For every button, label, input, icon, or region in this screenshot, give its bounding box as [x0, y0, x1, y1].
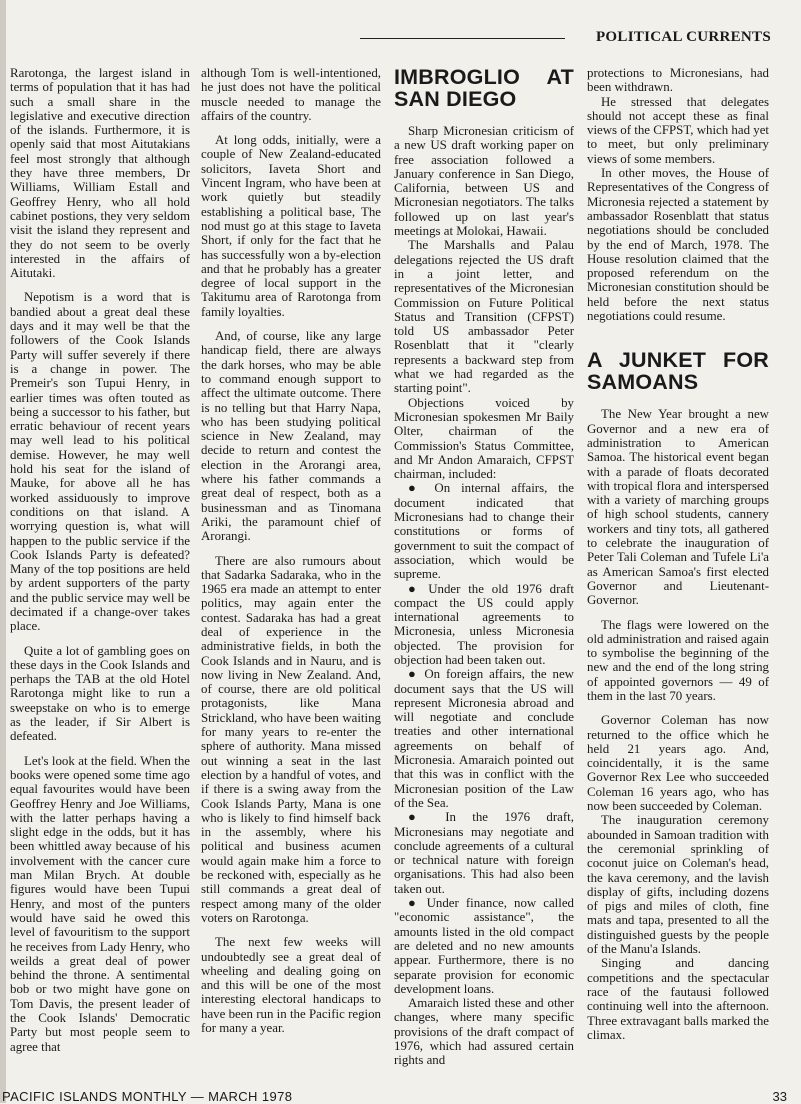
- header-rule: [360, 38, 565, 39]
- paragraph: protections to Micronesians, had been withdrawn.: [587, 66, 769, 95]
- paragraph: The flags were lowered on the old administration and raised again to symbolise the beginning of the new and the end of the long string of appointed governors — 49 of them in the last 70 years.: [587, 617, 769, 703]
- paragraph: There are also rumours about that Sadarka Sadaraka, who in the 1965 era made an attempt to enter politics, may again enter the contest. Sadaraka has had a great deal of experience in the administrative fields, in both the Cook Islands and in Nauru, and is now living in New Zealand. And, of course, there are old political protagonists, like Mana Strickland, who have been waiting for many years to re-enter the sphere of authority. Mana missed out winning a seat in the last election by a handful of votes, and if there is a swing away from the Cook Islands Party, Mana is one who is likely to find himself back in the assembly, where his political and business acumen would again make him a force to be reckoned with, especially as he still commands a great deal of respect among many of the older voters on Rarotonga.: [201, 553, 381, 925]
- footer-publication-line: PACIFIC ISLANDS MONTHLY — MARCH 1978: [2, 1089, 293, 1104]
- section-label: POLITICAL CURRENTS: [595, 29, 771, 45]
- paragraph: Rarotonga, the largest island in terms of population that it has had such a small share in the legislative and executive direction of the islands. Furthermore, it is openly said that most Aitutakians feel most strongly that although they have three members, Dr Williams, William Estall and Geoffrey Henry, who all hold cabinet postions, they very seldom visit the island they represent and they do not seem to be overly interested in the affairs of Aitutaki.: [10, 66, 190, 281]
- paragraph: Objections voiced by Micronesian spokesmen Mr Baily Olter, chairman of the Commission's Status Committee, and Mr Andon Amaraich, CFPST chairman, included:: [394, 395, 574, 482]
- page-number: 33: [772, 1089, 787, 1104]
- bullet-paragraph: ● Under finance, now called "economic assistance", the amounts listed in the old compact are deleted and no new amounts appear. Furthermore, there is no separate provision for economic development loans.: [394, 896, 574, 996]
- page-edge-shadow: [0, 0, 6, 1103]
- headline-samoans: A JUNKET FOR SAMOANS: [587, 348, 769, 395]
- paragraph: Nepotism is a word that is bandied about a great deal these days and it may well be that the followers of the Cook Islands Party will suffer severely if there is a change in power. The Premeir's son Tupui Henry, in earlier times was often touted as being a successor to his father, but erratic behaviour of recent years may well lead to his political demise. However, he may well hold his seat for the island of Mauke, for above all he has worked assiduously to improve conditions on that island. A worrying question is, what will happen to the public service if the Cook Islands Party is defeated? Many of the top positions are held by ardent supporters of the party and the public service may well be decimated if a change-over takes place.: [10, 290, 190, 634]
- bullet-paragraph: ● On internal affairs, the document indicated that Micronesians had to change their constitutions or forms of government to suit the compact of association, which would be supreme.: [394, 481, 574, 582]
- column-1: [10, 66, 190, 1071]
- column-3: [394, 66, 574, 1071]
- paragraph: The inauguration ceremony abounded in Samoan tradition with the ceremonial sprinkling of coconut juice on Coleman's head, the kava ceremony, and the lavish display of gifts, including dozens of pigs and miles of cloth, fine mats and tapa, presented to all the distinguished guests by the people of the Manu'a Islands.: [587, 813, 769, 957]
- paragraph: At long odds, initially, were a couple of New Zealand-educated solicitors, Iaveta Short and Vincent Ingram, who have been at work quietly but steadily establishing a political base, The nod must go at this stage to Iaveta Short, if only for the fact that he has successfully won a by-election and that he probably has a greater degree of local support in the Takitumu area of Rarotonga from family loyalties.: [201, 133, 381, 319]
- paragraph: The New Year brought a new Governor and a new era of administration to American Samoa. The historical event began with a parade of floats decorated with tropical flora and interspersed with a variety of marching groups of high school students, cannery workers and tiny tots, all gathered to celebrate the inauguration of Peter Tali Coleman and Tufele Li'a as American Samoa's first elected Governor and Lieutenant-Governor.: [587, 407, 769, 608]
- column-2: [201, 66, 381, 1071]
- paragraph: Sharp Micronesian criticism of a new US draft working paper on free association followed a January conference in San Diego, California, between US and Micronesian negotiators. The talks followed up on last year's meetings at Molokai, Hawaii.: [394, 124, 574, 239]
- paragraph: The next few weeks will undoubtedly see a great deal of wheeling and dealing going on and this will be one of the most interesting electoral handicaps to have been run in the Pacific region for many a year.: [201, 935, 381, 1035]
- paragraph: In other moves, the House of Representatives of the Congress of Micronesia rejected a statement by ambassador Rosenblatt that status negotiations should be concluded by the end of March, 1978. The House resolution claimed that the proposed referendum on the Micronesian constitution should be held before the next status negotiations could resume.: [587, 166, 769, 324]
- bullet-paragraph: ● In the 1976 draft, Micronesians may negotiate and conclude agreements of a cultural or technical nature with foreign organisations. This had also been taken out.: [394, 810, 574, 896]
- paragraph: Amaraich listed these and other changes, where many specific provisions of the draft compact of 1976, which had assured certain rights and: [394, 996, 574, 1068]
- headline-san-diego: IMBROGLIO AT SAN DIEGO: [394, 66, 574, 111]
- paragraph: Quite a lot of gambling goes on these days in the Cook Islands and perhaps the TAB at the old Hotel Rarotonga might like to run a sweepstake on who is to emerge as the leader, if Sir Albert is defeated.: [10, 643, 190, 744]
- bullet-paragraph: ● On foreign affairs, the new document says that the US will represent Micronesia abroad and will negotiate and conclude treaties and other international agreements on behalf of Micronesia. Amaraich pointed out that this was in conflict with the Micronesian position of the Law of the Sea.: [394, 667, 574, 810]
- bullet-paragraph: ● Under the old 1976 draft compact the US could apply international agreements to Micronesia, unless Micronesia objected. The provision for objection had been taken out.: [394, 581, 574, 667]
- column-4: [587, 66, 769, 1071]
- paragraph: Let's look at the field. When the books were opened some time ago equal favourites would have been Geoffrey Henry and Joe Williams, with the latter perhaps having a slight edge in the odds, but it has been whittled away because of his involvement with the cancer cure man Milan Brych. At double figures would have been Tupui Henry, and most of the punters would have said he owed this level of favouritism to the support he receives from Lady Henry, who weilds a great deal of power behind the throne. A sentimental bob or two might have gone on Tom Davis, the present leader of the Cook Islands' Democratic Party but most people seem to agree that: [10, 753, 190, 1054]
- paragraph: although Tom is well-intentioned, he just does not have the political muscle needed to manage the affairs of the country.: [201, 66, 381, 123]
- paragraph: Governor Coleman has now returned to the office which he held 21 years ago. And, coincidentally, it is the same Governor Rex Lee who succeeded Coleman 16 years ago, who has now been succeeded by Coleman.: [587, 713, 769, 814]
- paragraph: The Marshalls and Palau delegations rejected the US draft in a joint letter, and representatives of the Micronesian Commission on Future Political Status and Transition (CFPST) told US ambassador Peter Rosenblatt that it "clearly represents a backward step from what we had regarded as the starting point".: [394, 238, 574, 396]
- paragraph: He stressed that delegates should not accept these as final views of the CFPST, which had yet to meet, but only preliminary views of some members.: [587, 94, 769, 166]
- paragraph: And, of course, like any large handicap field, there are always the dark horses, who may be able to command enough support to affect the ultimate outcome. There is no telling but that Harry Napa, who has been studying political science in New Zealand, may decide to return and contest the election in the Arorangi area, where his father commands a great deal of respect, both as a businessman and as Tinomana Ariki, the paramount chief of Arorangi.: [201, 329, 381, 544]
- paragraph: Singing and dancing competitions and the spectacular race of the fautausi followed continuing well into the afternoon. Three extravagant balls marked the climax.: [587, 956, 769, 1042]
